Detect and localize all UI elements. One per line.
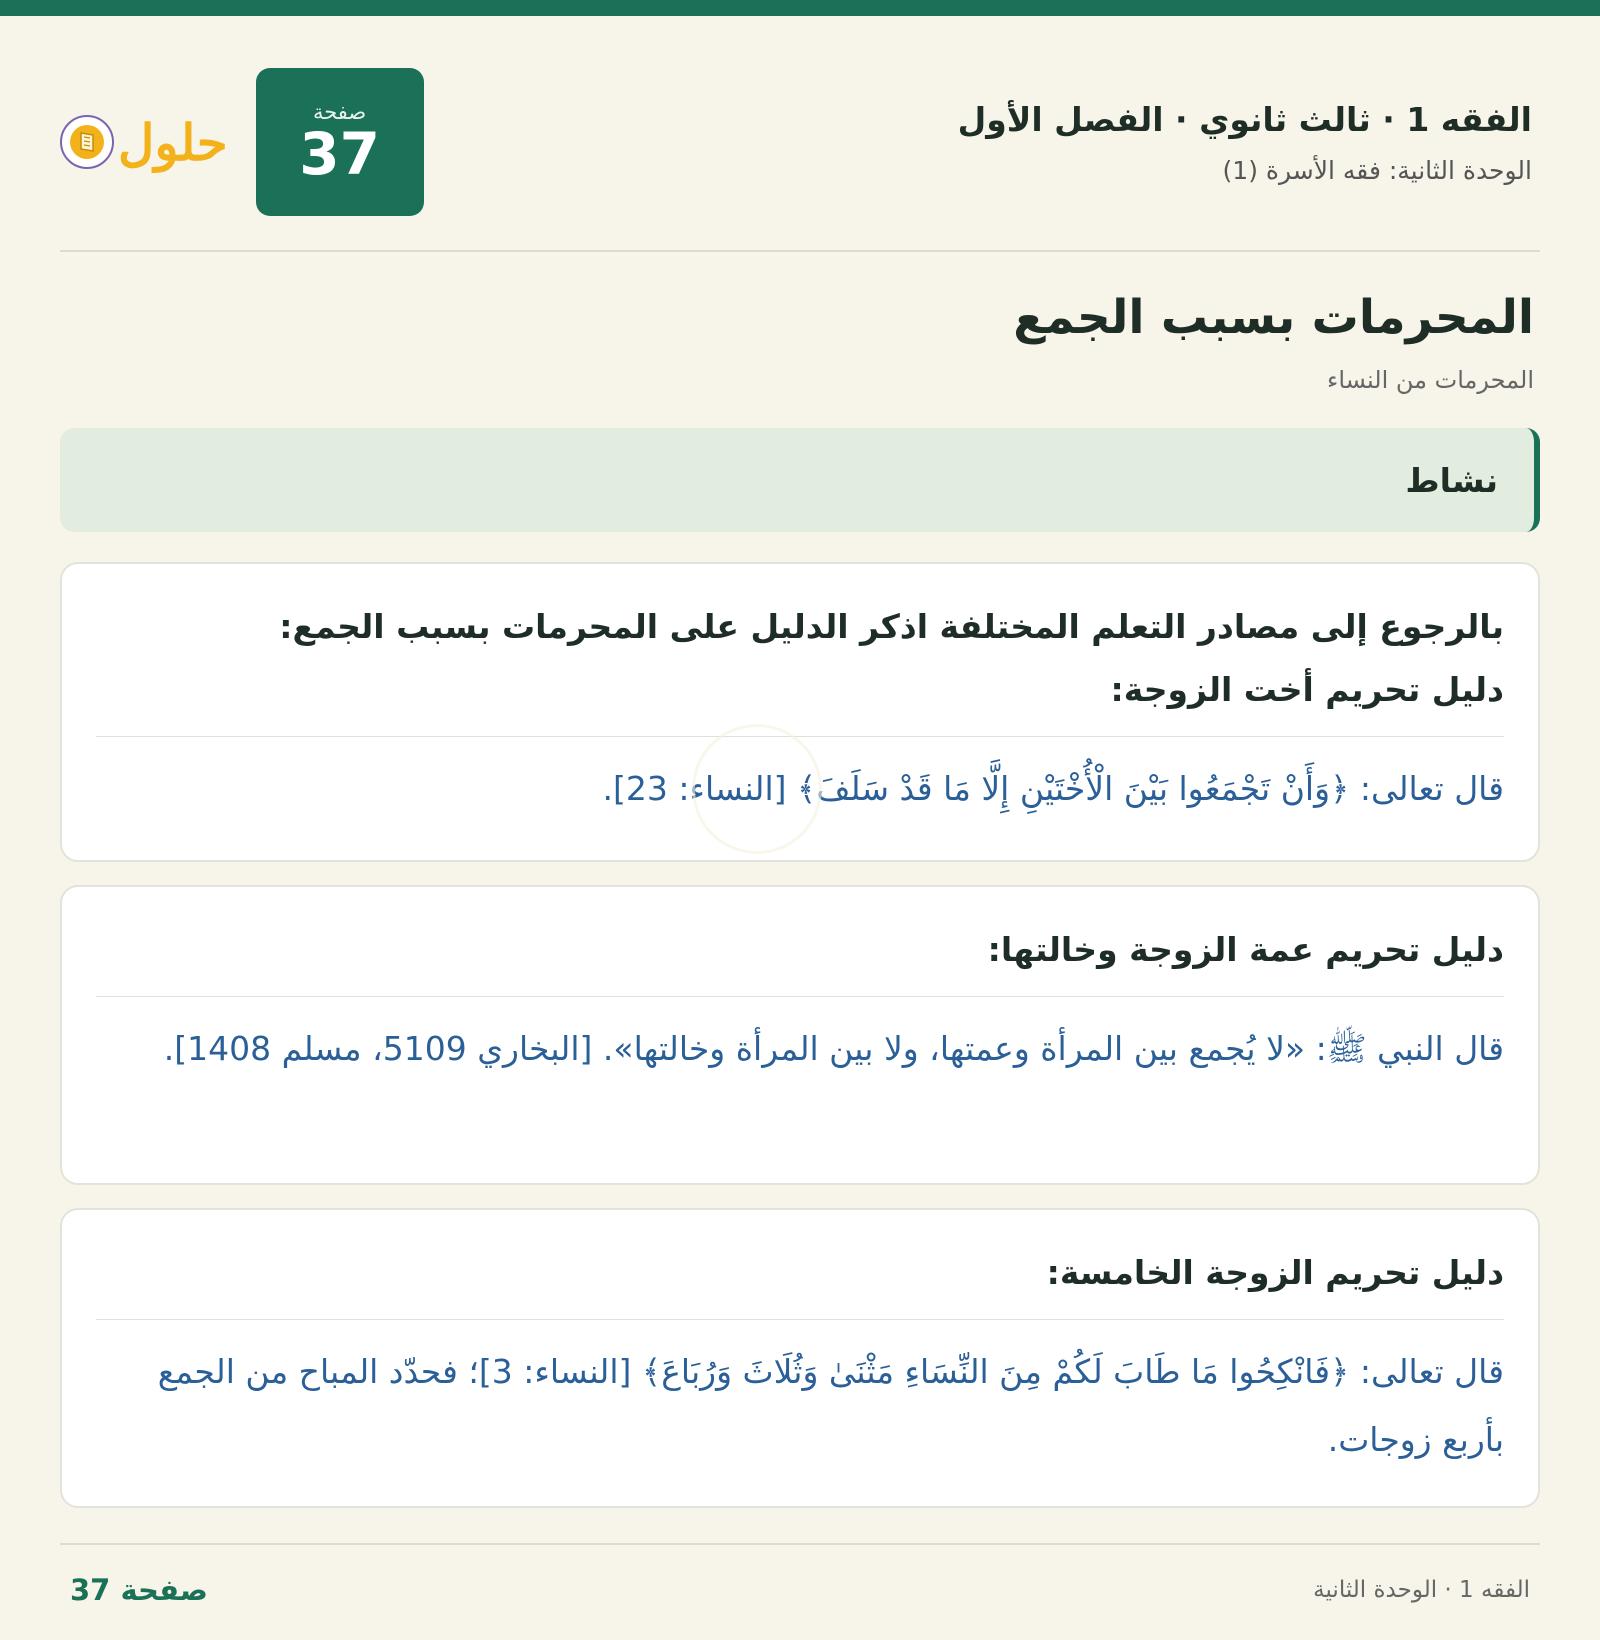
section-title: المحرمات بسبب الجمع <box>1013 290 1534 345</box>
card-heading: دليل تحريم أخت الزوجة: <box>1110 669 1504 709</box>
page-badge-label: صفحة <box>312 99 367 124</box>
header-brand <box>60 68 424 216</box>
card-heading: دليل تحريم عمة الزوجة وخالتها: <box>987 930 1504 969</box>
answer-card-aunt <box>60 885 1540 1185</box>
course-title: الفقه 1 · ثالث ثانوي · الفصل الأول <box>957 100 1532 140</box>
card-evidence: قال تعالى: ﴿وَأَنْ تَجْمَعُوا بَيْنَ الْأُخْتَيْنِ إِلَّا مَا قَدْ سَلَفَ﴾ [النساء: 23]. <box>602 768 1504 808</box>
header-divider <box>60 250 1540 252</box>
card-divider <box>96 996 1504 997</box>
page-footer <box>60 1560 1540 1620</box>
section-subtitle: المحرمات من النساء <box>1327 366 1534 394</box>
activity-question: بالرجوع إلى مصادر التعلم المختلفة اذكر الدليل على المحرمات بسبب الجمع: <box>279 607 1504 646</box>
unit-title: الوحدة الثانية: فقه الأسرة (1) <box>1222 155 1532 185</box>
activity-banner <box>60 428 1540 532</box>
card-heading: دليل تحريم الزوجة الخامسة: <box>1046 1253 1504 1292</box>
watermark-circle <box>692 724 822 854</box>
card-evidence: قال النبي ﷺ: «لا يُجمع بين المرأة وعمتها، ولا بين المرأة وخالتها». [البخاري 5109، مسلم 1408]. <box>163 1028 1504 1068</box>
logo-wordmark: حلول <box>118 112 228 172</box>
card-divider <box>96 1319 1504 1320</box>
top-accent-bar <box>0 0 1600 16</box>
answer-card-fifth-wife <box>60 1208 1540 1508</box>
page-header <box>60 68 1540 216</box>
card-evidence: قال تعالى: ﴿فَانْكِحُوا مَا طَابَ لَكُمْ مِنَ النِّسَاءِ مَثْنَىٰ وَثُلَاثَ وَرُبَاعَ﴾ [النساء: 3]؛ فحدّد المباح من الجمع بأربع زوجات. <box>157 1351 1504 1459</box>
activity-label: نشاط <box>1405 460 1498 500</box>
hulul-logo[interactable] <box>60 113 228 172</box>
card-divider <box>96 736 1504 737</box>
footer-divider <box>60 1543 1540 1545</box>
footer-page-number: صفحة 37 <box>70 1573 208 1607</box>
answer-card-sister <box>60 562 1540 862</box>
page-number-badge <box>256 68 424 216</box>
footer-course-unit: الفقه 1 · الوحدة الثانية <box>1313 1577 1530 1603</box>
page-badge-number: 37 <box>299 119 380 188</box>
logo-book-icon <box>60 115 114 169</box>
header-text <box>958 99 1540 185</box>
